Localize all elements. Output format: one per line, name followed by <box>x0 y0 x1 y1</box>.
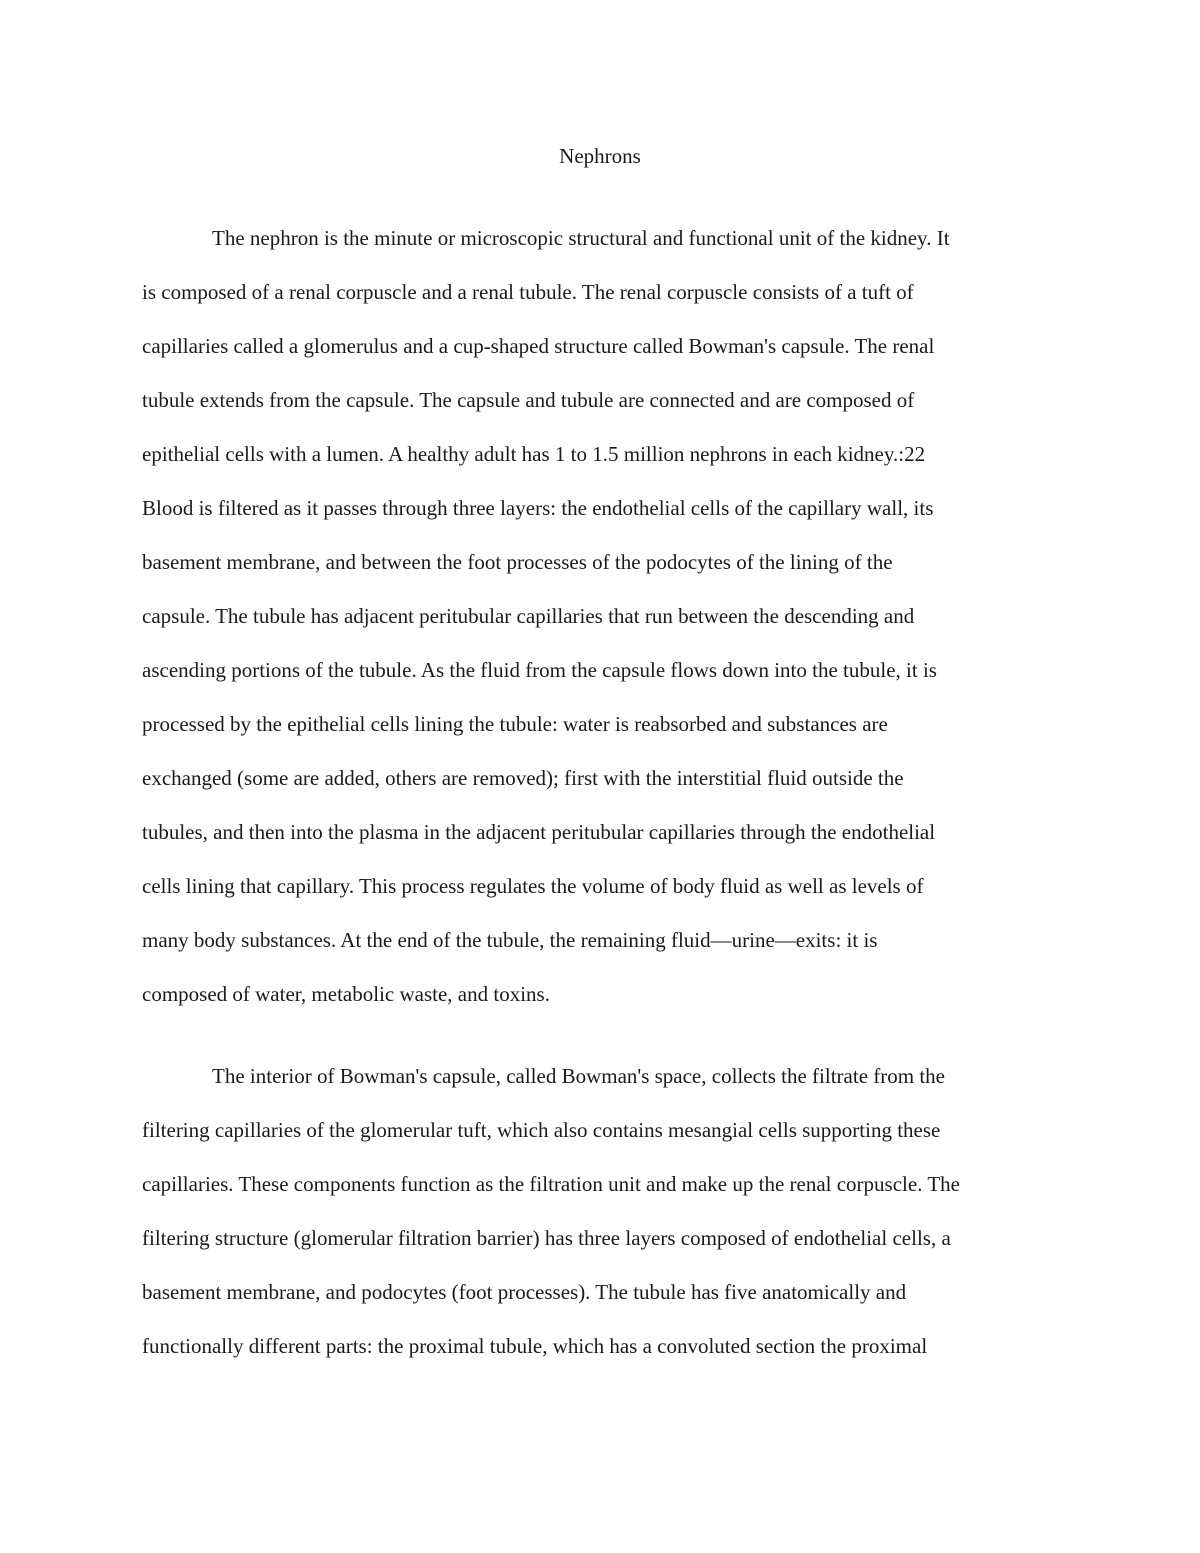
paragraph-line: The nephron is the minute or microscopic structural and functional unit of the kidney. It <box>212 226 950 250</box>
paragraph-line: capsule. The tubule has adjacent peritubular capillaries that run between the descending and <box>142 604 915 628</box>
paragraph-line: tubules, and then into the plasma in the adjacent peritubular capillaries through the endothelial <box>142 820 936 844</box>
document-title: Nephrons <box>559 144 641 168</box>
paragraph-line: functionally different parts: the proximal tubule, which has a convoluted section the proximal <box>142 1334 928 1358</box>
paragraph-line: filtering capillaries of the glomerular tuft, which also contains mesangial cells supporting these <box>142 1118 941 1142</box>
paragraph-line: is composed of a renal corpuscle and a renal tubule. The renal corpuscle consists of a tuft of <box>142 280 914 304</box>
paragraph-line: processed by the epithelial cells lining the tubule: water is reabsorbed and substances are <box>142 712 888 736</box>
paragraph-line: epithelial cells with a lumen. A healthy adult has 1 to 1.5 million nephrons in each kidney.:22 <box>142 442 926 466</box>
paragraph-line: Blood is filtered as it passes through three layers: the endothelial cells of the capillary wall, its <box>142 496 934 520</box>
paragraph-line: filtering structure (glomerular filtration barrier) has three layers composed of endothelial cells, a <box>142 1226 951 1250</box>
paragraph-line: basement membrane, and podocytes (foot processes). The tubule has five anatomically and <box>142 1280 907 1304</box>
paragraph-line: The interior of Bowman's capsule, called Bowman's space, collects the filtrate from the <box>212 1064 945 1088</box>
paragraph-line: capillaries called a glomerulus and a cup-shaped structure called Bowman's capsule. The renal <box>142 334 935 358</box>
paragraph-line: basement membrane, and between the foot processes of the podocytes of the lining of the <box>142 550 893 574</box>
paragraph-line: exchanged (some are added, others are removed); first with the interstitial fluid outside the <box>142 766 904 790</box>
paragraph-line: composed of water, metabolic waste, and toxins. <box>142 982 550 1006</box>
paragraph-line: cells lining that capillary. This process regulates the volume of body fluid as well as levels of <box>142 874 924 898</box>
paragraph-line: many body substances. At the end of the tubule, the remaining fluid—urine—exits: it is <box>142 928 878 952</box>
paragraph-line: ascending portions of the tubule. As the fluid from the capsule flows down into the tubule, it is <box>142 658 937 682</box>
paragraph-line: tubule extends from the capsule. The capsule and tubule are connected and are composed of <box>142 388 915 412</box>
paragraph-line: capillaries. These components function as the filtration unit and make up the renal corpuscle. The <box>142 1172 960 1196</box>
